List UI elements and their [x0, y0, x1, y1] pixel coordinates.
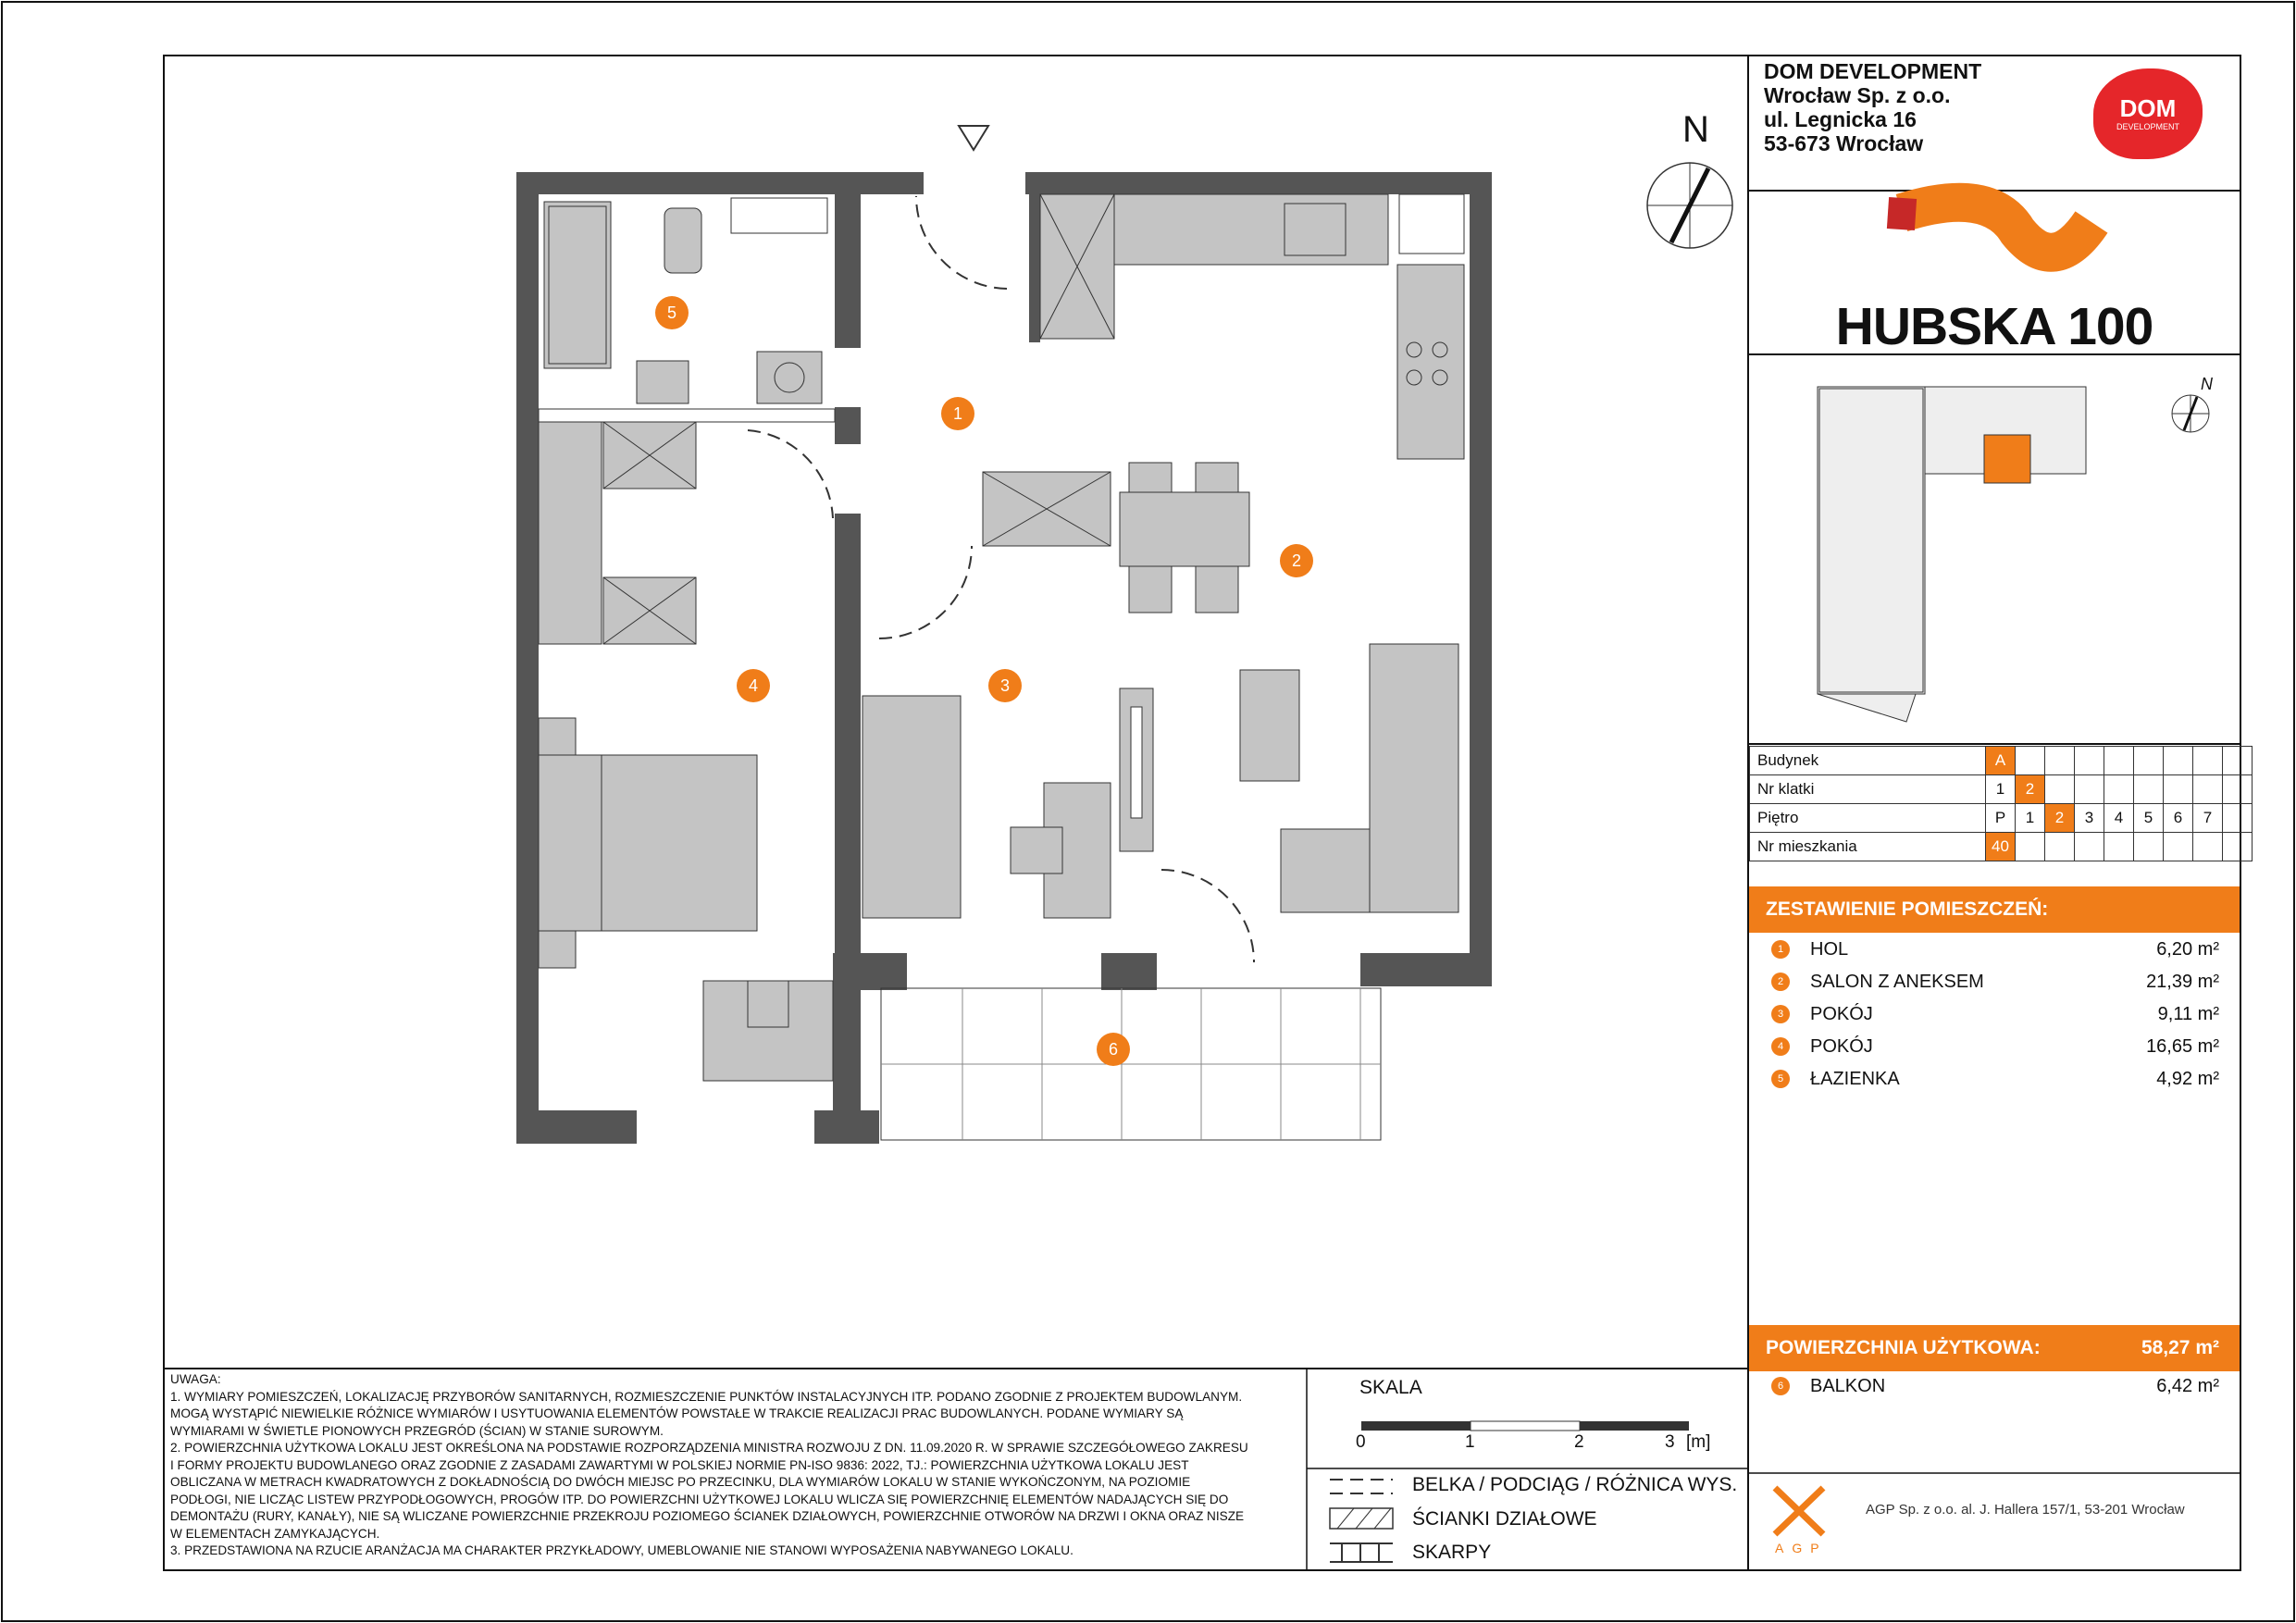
room-badge-2: 2 — [1280, 544, 1313, 577]
building-cell — [2104, 747, 2134, 775]
building-cell — [2193, 775, 2223, 804]
building-row — [1750, 833, 2253, 861]
building-table — [1749, 746, 2253, 861]
note-line: 3. PRZEDSTAWIONA NA RZUCIE ARANŻACJA MA CHARAKTER PRZYKŁADOWY, UMEBLOWANIE NIE STANOWI WYPOSAŻENIA NABYWANEGO LOKALU. — [170, 1543, 1074, 1557]
reveal-icon — [1330, 1543, 1393, 1562]
building-cell: 5 — [2134, 804, 2164, 833]
company-info — [1764, 59, 1981, 155]
room-row — [1749, 1030, 2240, 1063]
room-row — [1749, 965, 2240, 998]
building-cell: 1 — [2016, 804, 2045, 833]
project-title: HUBSKA 100 — [1835, 297, 2153, 356]
room-row — [1749, 1062, 2240, 1096]
building-cell: 2 — [2045, 804, 2075, 833]
building-cell — [2193, 833, 2223, 861]
room-badge-5: 5 — [655, 296, 689, 329]
note-line: 1. WYMIARY POMIESZCZEŃ, LOKALIZACJĘ PRZYBORÓW SANITARNYCH, ROZMIESZCZENIE PUNKTÓW INSTALACYJNYCH ITP. PODANO ZGODNIE Z PROJEKTEM BUDOWLANYM. — [170, 1389, 1243, 1404]
north-label: N — [1682, 109, 1709, 150]
building-cell: 7 — [2193, 804, 2223, 833]
company-line3: ul. Legnicka 16 — [1764, 107, 1917, 131]
room-name: ŁAZIENKA — [1810, 1068, 1900, 1089]
note-line: OBLICZANA W METRACH KWADRATOWYCH Z DOKŁADNOŚCIĄ DO DWÓCH MIEJSC PO PRZECINKU, DLA WYMIARÓW LOKALU W STANIE WYKOŃCZONYM, NA POZIOMIE — [170, 1475, 1191, 1489]
scale-tick-0: 0 — [1356, 1432, 1366, 1452]
building-cell — [2223, 804, 2253, 833]
scale-bar — [1361, 1421, 1689, 1431]
legend-beam: BELKA / PODCIĄG / RÓŻNICA WYS. — [1412, 1474, 1738, 1495]
note-line: PODŁOGI, NIE LICZĄC LISTEW PRZYPODŁOGOWYCH, PROGÓW ITP. DO POWIERZCHNI UŻYTKOWEJ LOKALU WLICZA SIĘ POWIERZCHNIĘ ELEMENTÓW NADAJĄCYCH SIĘ DO — [170, 1492, 1229, 1506]
building-row — [1750, 804, 2253, 833]
note-line: W ELEMENTACH ZAMYKAJĄCYCH. — [170, 1526, 380, 1541]
room-name: POKÓJ — [1810, 1035, 1873, 1057]
balcony-row — [1749, 1369, 2240, 1403]
keyplan-north-label: N — [2201, 375, 2213, 393]
room-name: SALON Z ANEKSEM — [1810, 971, 1984, 992]
small-north-arrow-icon — [2172, 395, 2209, 432]
room-badge-1: 1 — [941, 397, 974, 430]
legend-reveal: SKARPY — [1412, 1542, 1492, 1563]
note-line: I FORMY PROJEKTU BUDOWLANEGO ORAZ ZGODNIE Z ZASADAMI ZAWARTYMI W POLSKIEJ NORMIE PN-ISO 9836: 2022, TJ.: POWIERZCHNIA UŻYTKOWA LOKALU JEST — [170, 1457, 1189, 1472]
building-cell — [2104, 833, 2134, 861]
room-area: 6,20 m² — [2156, 938, 2219, 960]
building-cell — [2164, 833, 2193, 861]
room-num: 2 — [1771, 973, 1790, 991]
building-cell — [2016, 833, 2045, 861]
balcony-name: BALKON — [1810, 1375, 1886, 1396]
building-row — [1750, 747, 2253, 775]
building-row-label: Nr mieszkania — [1750, 833, 1986, 861]
note-line: UWAGA: — [170, 1372, 221, 1386]
scale-label: SKALA — [1359, 1377, 1422, 1398]
building-cell — [2223, 775, 2253, 804]
hatched-wall-icon — [1330, 1508, 1393, 1529]
room-area: 4,92 m² — [2156, 1068, 2219, 1089]
note-line: DEMONTAŻU (RURY, KANAŁY), NIE SĄ WLICZANE POWIERZCHNIE PRZEKROJU POZIOMEGO ŚCIANEK DZIAŁOWYCH, POWIERZCHNIE OTWORÓW NA DRZWI I OKNA ORAZ NISZE — [170, 1509, 1245, 1523]
balcony-num: 6 — [1771, 1377, 1790, 1395]
company-line4: 53-673 Wrocław — [1764, 131, 1924, 155]
room-area: 9,11 m² — [2157, 1003, 2219, 1024]
logo-subtext: DEVELOPMENT — [2116, 122, 2179, 131]
building-cell: 2 — [2016, 775, 2045, 804]
building-cell: 1 — [1986, 775, 2016, 804]
company-line2: Wrocław Sp. z o.o. — [1764, 83, 1951, 107]
building-cell: 40 — [1986, 833, 2016, 861]
building-cell: 4 — [2104, 804, 2134, 833]
building-cell — [2045, 747, 2075, 775]
film-strip-logo — [1888, 203, 2091, 253]
agp-address: AGP Sp. z o.o. al. J. Hallera 157/1, 53-201 Wrocław — [1866, 1502, 2185, 1518]
scale-tick-2: 2 — [1574, 1432, 1584, 1452]
building-cell: 6 — [2164, 804, 2193, 833]
building-cell — [2016, 747, 2045, 775]
apartment-plan — [516, 126, 1492, 1144]
room-badge-3: 3 — [988, 669, 1022, 702]
total-area-value: 58,27 m² — [2141, 1337, 2219, 1358]
building-cell — [2075, 833, 2104, 861]
total-area-bar — [1749, 1325, 2240, 1371]
building-cell — [2134, 775, 2164, 804]
room-row — [1749, 997, 2240, 1031]
scale-tick-1: 1 — [1465, 1432, 1475, 1452]
room-name: HOL — [1810, 938, 1849, 960]
building-cell — [2104, 775, 2134, 804]
room-name: POKÓJ — [1810, 1003, 1873, 1024]
note-line: 2. POWIERZCHNIA UŻYTKOWA LOKALU JEST OKREŚLONA NA PODSTAWIE ROZPORZĄDZENIA MINISTRA ROZWOJU Z DN. 11.09.2020 R. W SPRAWIE SZCZEGÓŁOWEGO ZAKRESU — [170, 1441, 1248, 1455]
room-area: 21,39 m² — [2146, 971, 2219, 992]
room-badge-4: 4 — [737, 669, 770, 702]
scale-tick-3: 3 — [1665, 1432, 1675, 1452]
dashed-beam-icon — [1330, 1480, 1393, 1493]
logo-text: DOM — [2119, 94, 2177, 122]
note-line: MOGĄ WYSTĄPIĆ NIEWIELKIE RÓŻNICE WYMIARÓW I USYTUOWANIA ELEMENTÓW POWSTAŁE W TRAKCIE REALIZACJI PRAC BUDOWLANYCH. PODANE WYMIARY SĄ — [170, 1406, 1184, 1420]
room-badge-6: 6 — [1097, 1033, 1130, 1066]
building-cell — [2134, 747, 2164, 775]
building-row-label: Budynek — [1750, 747, 1986, 775]
building-cell — [2164, 747, 2193, 775]
building-cell — [2223, 747, 2253, 775]
company-name: DOM DEVELOPMENT — [1764, 59, 1982, 83]
building-cell — [2223, 833, 2253, 861]
building-cell — [2045, 833, 2075, 861]
agp-logo-icon — [1775, 1488, 1823, 1534]
summary-heading: ZESTAWIENIE POMIESZCZEŃ: — [1749, 886, 2240, 933]
room-num: 3 — [1771, 1005, 1790, 1023]
building-cell — [2164, 775, 2193, 804]
room-row — [1749, 933, 2240, 966]
room-num: 4 — [1771, 1037, 1790, 1056]
building-cell: P — [1986, 804, 2016, 833]
building-row-label: Nr klatki — [1750, 775, 1986, 804]
key-plan — [1818, 387, 2086, 722]
agp-letters: AGP — [1775, 1541, 1828, 1555]
room-num: 1 — [1771, 940, 1790, 959]
building-cell — [2134, 833, 2164, 861]
scale-unit: [m] — [1686, 1432, 1711, 1452]
building-cell — [2075, 775, 2104, 804]
notes — [170, 1371, 1299, 1560]
total-area-label: POWIERZCHNIA UŻYTKOWA: — [1766, 1337, 2041, 1358]
note-line: WYMIARAMI W ŚWIETLE PIONOWYCH PRZEGRÓD (ŚCIAN) W STANIE SUROWYM. — [170, 1423, 664, 1438]
building-cell — [2193, 747, 2223, 775]
north-arrow-icon — [1647, 163, 1732, 248]
building-row-label: Piętro — [1750, 804, 1986, 833]
building-cell: 3 — [2075, 804, 2104, 833]
building-cell — [2045, 775, 2075, 804]
building-cell: A — [1986, 747, 2016, 775]
legend-partition: ŚCIANKI DZIAŁOWE — [1412, 1508, 1597, 1530]
balcony-area: 6,42 m² — [2156, 1375, 2219, 1396]
building-cell — [2075, 747, 2104, 775]
room-num: 5 — [1771, 1070, 1790, 1088]
building-row — [1750, 775, 2253, 804]
room-area: 16,65 m² — [2146, 1035, 2219, 1057]
dom-development-logo — [2093, 68, 2203, 159]
